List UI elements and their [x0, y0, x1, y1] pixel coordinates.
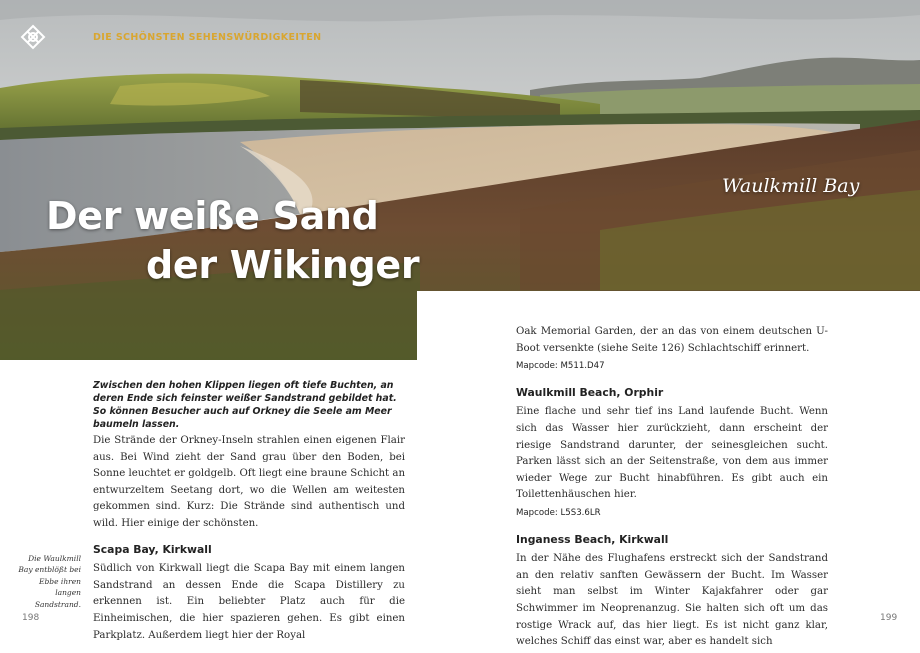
headline-line-2: der Wikinger [146, 243, 420, 287]
inganess-heading: Inganess Beach, Kirkwall [516, 532, 669, 546]
photo-place-tag: Waulkmill Bay [722, 175, 860, 197]
mapcode-scapa: Mapcode: M511.D47 [516, 361, 605, 372]
waulkmill-heading: Waulkmill Beach, Orphir [516, 385, 664, 399]
continuation-paragraph: Oak Memorial Garden, der an das von einem deutschen U-Boot versenkte (siehe Seite 126) Schlachtschiff erinnert. [516, 326, 828, 354]
section-label: DIE SCHÖNSTEN SEHENSWÜRDIGKEITEN [93, 32, 322, 43]
right-column [516, 324, 828, 651]
left-column [93, 433, 405, 644]
page-number-right: 199 [880, 613, 898, 623]
waulkmill-paragraph: Eine flache und sehr tief ins Land laufende Bucht. Wenn sich das Wasser hier zurückzieht, dann erscheint der riesige Sandstrand darunter, der seinesgleichen sucht. Parken lässt sich an der Seitenstraße, von dem aus immer wieder Wege zur Bucht hinabführen. Es gibt auch ein Toilettenhäuschen hier. [516, 406, 828, 501]
page-number-left: 198 [22, 613, 40, 623]
headline-line-1: Der weiße Sand [46, 194, 379, 238]
celtic-knot-logo-icon [20, 24, 46, 50]
scapa-bay-paragraph: Südlich von Kirkwall liegt die Scapa Bay mit einem langen Sandstrand an dessen Ende die Scapa Distillery zu erkennen ist. Ein beliebter Platz auch für die Einheimischen, die hier spazieren gehen. Es gibt einen Parkplatz. Außerdem liegt hier der Royal [93, 563, 405, 641]
scapa-bay-heading: Scapa Bay, Kirkwall [93, 542, 212, 556]
lead-paragraph: Zwischen den hohen Klippen liegen oft tiefe Buchten, an deren Ende sich feinster weißer Sandstrand gebildet hat. So können Besucher auch auf Orkney die Seele am Meer baumeln lassen. [93, 380, 397, 430]
intro-paragraph: Die Strände der Orkney-Inseln strahlen einen eigenen Flair aus. Bei Wind zieht der Sand grau über den Boden, bei Sonne leuchtet er goldgelb. Oft liegt eine braune Schicht an entwurzeltem Seetang dort, wo die Wellen am weitesten gekommen sind. Kurz: Die Strände sind authentisch und wild. Hier einige der schönsten. [93, 435, 406, 529]
page-headline [46, 192, 419, 290]
photo-caption: Die Waulkmill Bay entblößt bei Ebbe ihren langen Sandstrand. [18, 554, 81, 609]
inganess-paragraph: In der Nähe des Flughafens erstreckt sich der Sandstrand an den relativ sanften Gewässern der Bucht. Im Wasser sieht man selbst im Winter Kajakfahrer oder gar Schwimmer im Neoprenanzug. Sie halten sich oft um das rostige Wrack auf, das hier liegt. Es ist nicht ganz klar, welches Schiff das einst war, aber es handelt sich [516, 553, 828, 648]
mapcode-waulkmill: Mapcode: L5S3.6LR [516, 507, 601, 518]
